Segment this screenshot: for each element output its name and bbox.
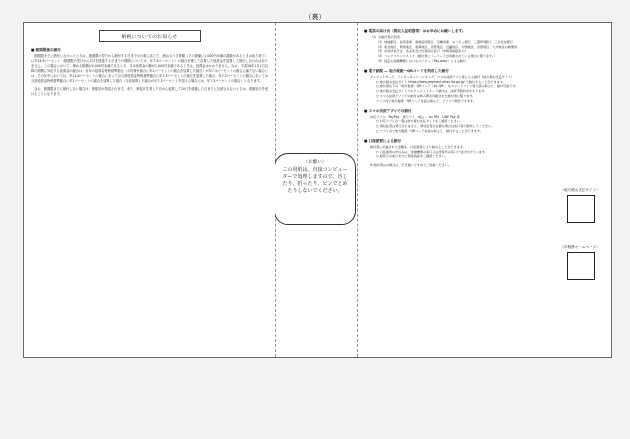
handling-request-box xyxy=(275,153,356,225)
account-transfer-item: ○ 口座振替の申込みは、金融機関の窓口又は市役所の窓口で受け付けています。 xyxy=(376,149,488,154)
electronic-payment-item: ○ スマホ決済アプリでの納付はeL-QRが印刷された納付書に限ります。 xyxy=(376,93,476,98)
smartphone-payment-item: ○ 対応アプリの一覧は地方税お支払サイトをご確認ください。 xyxy=(376,119,463,124)
payment-place-item: （3）市役所本庁舎、各支所及び出張所の窓口（市税等取扱窓口） xyxy=(376,49,468,54)
footnote: ※ 納付済みの場合は、行き違いですのでご容赦ください。 xyxy=(370,163,451,168)
account-transfer-heading: ■ 口座振替による納付 xyxy=(364,138,401,143)
electronic-payment-heading: ■ 電子納税 — 地方税統一QRコードを利用した納付 xyxy=(364,68,449,73)
notice-title: 納税についてのお知らせ xyxy=(99,30,201,42)
paragraph-reminder: なお、納期限までに納付しない場合は、督促状が発送されます。また、督促状を発した日から起算して10日を経過した日までに完納されないときは、滞納処分を受けることになります。 xyxy=(31,86,268,96)
electronic-payment-item: ○ 地方税お支払サイト https://www.payment.eltax.lta.go.jp/ で納付することができます。 xyxy=(376,79,506,84)
qr-label-homepage: （市税務ホームページ） xyxy=(560,245,600,249)
paragraph-late-payment: 納期限までに納付しなかったときは、納期限の翌日から納付する日までの日数に応じて、納めるべき税額（その税額に1,000円未満の端数があるときは切り捨て）に年14.6パーセント（納期限の翌日から2月を経過する日までの期間については、年7.3パーセント）の割合を乗じて計算した延滞金を加算して納付しなければなりません。この場合において、納める税額が2,000円未満であるとき、又は延滞金の額が1,000円未満であるときは、延滞金はかかりません。なお、平成26年1月1日以降の期間に対応する延滞金の割合は、各年の延滞金特例基準割合（平均貸付割合に年1パーセントの割合を加算した割合）が年7.3パーセントの割合に満たない場合には、その年中においては、年14.6パーセントの割合にあっては当該延滞金特例基準割合に年7.3パーセントの割合を加算した割合、年7.3パーセントの割合にあっては当該延滞金特例基準割合に年1パーセントの割合を加算した割合（当該加算した割合が年7.3パーセントを超える場合には、年7.3パーセントの割合）となります。 xyxy=(31,54,268,84)
electronic-payment-item: ○ 地方税お支払サイトでのクレジットカード納付は、決済手数料がかかります。 xyxy=(376,89,488,94)
electronic-payment-item: アプリ内で地方税統一QRコードを読み取ると、アプリで納付できます。 xyxy=(376,98,476,103)
smartphone-payment-heading: ■ スマホ決済アプリでの納付 xyxy=(364,108,412,113)
payment-place-item: （4）コンビニエンスストア（納付書にバーコードが印刷されている場合に限ります。） xyxy=(376,54,497,59)
smartphone-payment-item: ○ 領収証書は発行されません。領収証書が必要な場合は窓口等で納付してください。 xyxy=(376,124,495,129)
smartphone-payment-item: 対応アプリ：PayPay、楽天ペイ、d払い、au PAY、LINE Pay 等 xyxy=(370,114,460,119)
qr-code-homepage xyxy=(567,252,595,280)
page-side-label: （裏） xyxy=(304,13,326,21)
middle-column xyxy=(275,23,357,357)
payment-place-item: （2）東北地区、関東地区、東海地区、北陸地区、近畿地区、中国地区、四国地区、九州地区の郵便局 xyxy=(376,44,518,49)
qr-label-payment-site: （地方税お支払サイト） xyxy=(560,188,600,192)
electronic-payment-item: クレジットカード、インターネットバンキング、スマホ決済アプリ等による納付（地方税お支払サイト） xyxy=(370,74,514,79)
section-heading-late-payment: ■ 納期限後の納付 xyxy=(31,48,61,52)
payment-place-item: （5）指定の金融機関におけるペイジー（Pay-easy）による納付 xyxy=(376,58,466,63)
account-transfer-item: ○ 振替日の前日までに預金残高をご確認ください。 xyxy=(376,154,448,159)
smartphone-payment-item: ○ アプリ内で地方税統一QRコードを読み取ると、納付することができます。 xyxy=(376,128,483,133)
payment-place-item: （1）地域銀行、信用金庫、漁業協同組合、労働金庫、ゆうちょ銀行、三菱UFJ銀行、三井住友銀行 xyxy=(376,39,513,44)
qr-code-payment-site xyxy=(567,195,595,223)
request-body: この用紙は、直接コンピューターで処理しますので、汚したり、折ったり、ピンでとめたりしないでください。 xyxy=(282,167,348,194)
account-transfer-item: 納付書に記載された金額を、口座振替により納めることができます。 xyxy=(370,144,466,149)
request-heading: （お願い） xyxy=(303,160,327,165)
payment-info-column xyxy=(357,23,613,357)
tax-form-sheet xyxy=(23,22,612,358)
payment-places-sub: （1）お納付書の利用 xyxy=(370,35,400,39)
payment-places-heading: ■ 電話の届け出（税収入証明書等）はお早めにお願いします。 xyxy=(364,29,466,33)
tax-notice-column xyxy=(24,23,275,357)
electronic-payment-item: ○ 納付書右下の「地方税統一QRコード（eL-QR）」をスマートフォン等で読み取ると、納付可能です。 xyxy=(376,84,519,89)
